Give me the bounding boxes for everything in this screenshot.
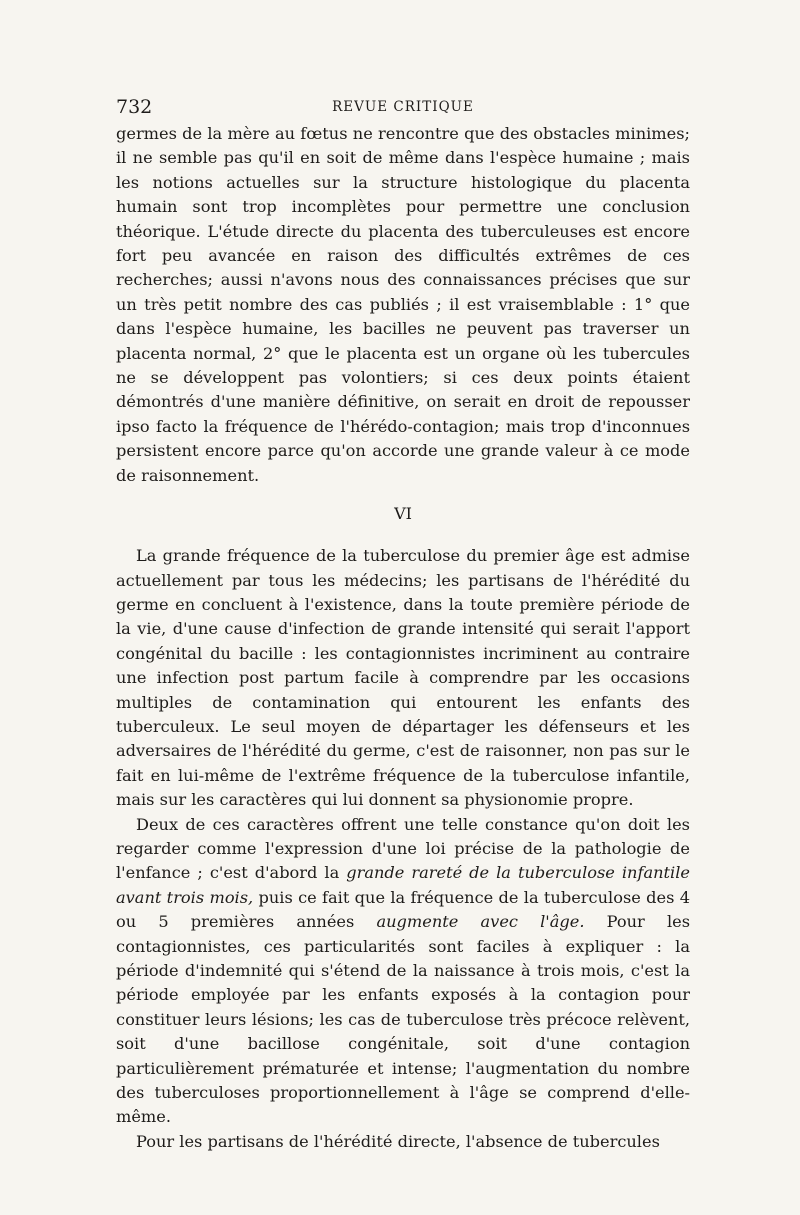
text-block-area (116, 92, 690, 1154)
paragraph: La grande fréquence de la tuberculose du premier âge est admise actuellement par tous les médecins; les partisans de l'hérédité du germe en concluent à l'existence, dans la toute première période de la vie, d'une cause d'infection de grande intensité qui serait l'apport congénital du bacille : les contagionnistes incriminent au contraire une infection post partum facile à comprendre par les occasions multiples de contamination qui entourent les enfants des tuberculeux. Le seul moyen de départager les défenseurs et les adversaires de l'hérédité du germe, c'est de raisonner, non pas sur le fait en lui-même de l'extrême fréquence de la tuberculose infantile, mais sur les caractères qui lui donnent sa physionomie propre. (116, 546, 690, 810)
paragraph-text: Pour les contagionnistes, ces particularités sont faciles à expliquer : la période d'indemnité qui s'étend de la naissance à trois mois, c'est la période employée par les enfants exposés à la contagion pour constituer leurs lésions; les cas de tuberculose très précoce relèvent, soit d'une bacillose congénitale, soit d'une contagion particulièrement prématurée et intense; l'augmentation du nombre des tuberculoses proportionnellement à l'âge se comprend d'elle-même. (116, 912, 691, 1127)
italic-phrase: grande rareté de la tuberculose infantile avant trois mois, (116, 863, 690, 907)
paragraph-text: Deux de ces caractères offrent une telle constance qu'on doit les regarder comme l'expression d'une loi précise de la pathologie de l'enfance ; c'est d'abord la (116, 814, 690, 883)
paragraph-text: puis ce fait que la fréquence de la tuberculose des 4 ou 5 premières années (116, 887, 691, 932)
paragraph-continued: germes de la mère au fœtus ne rencontre que des obstacles minimes; il ne semble pas qu'il en soit de même dans l'espèce humaine ; mais les notions actuelles sur la structure histologique du placenta humain sont trop incomplètes pour permettre une conclusion théorique. L'étude directe du placenta des tuberculeuses est encore fort peu avancée en raison des difficultés extrêmes de ces recherches; aussi n'avons nous des connaissances précises que sur un très petit nombre des cas publiés ; il est vraisemblable : 1° que dans l'espèce humaine, les bacilles ne peuvent pas traverser un placenta normal, 2° que le placenta est un organe où les tubercules ne se développent pas volontiers; si ces deux points étaient démontrés d'une manière définitive, on serait en droit de repousser ipso facto la fréquence de l'hérédo-contagion; mais trop d'inconnues persistent encore parce qu'on accorde une grande valeur à ce mode de raisonnement. (116, 124, 690, 485)
page-number: 732 (116, 96, 153, 118)
paragraph-truncated: Pour les partisans de l'hérédité directe, l'absence de tubercules (136, 1131, 660, 1151)
paragraph (116, 813, 690, 1130)
running-head (116, 92, 690, 122)
italic-phrase: augmente avec l'âge. (376, 912, 585, 932)
section-heading: VI (394, 504, 412, 524)
running-title: REVUE CRITIQUE (332, 99, 474, 115)
body-text (116, 122, 690, 1154)
